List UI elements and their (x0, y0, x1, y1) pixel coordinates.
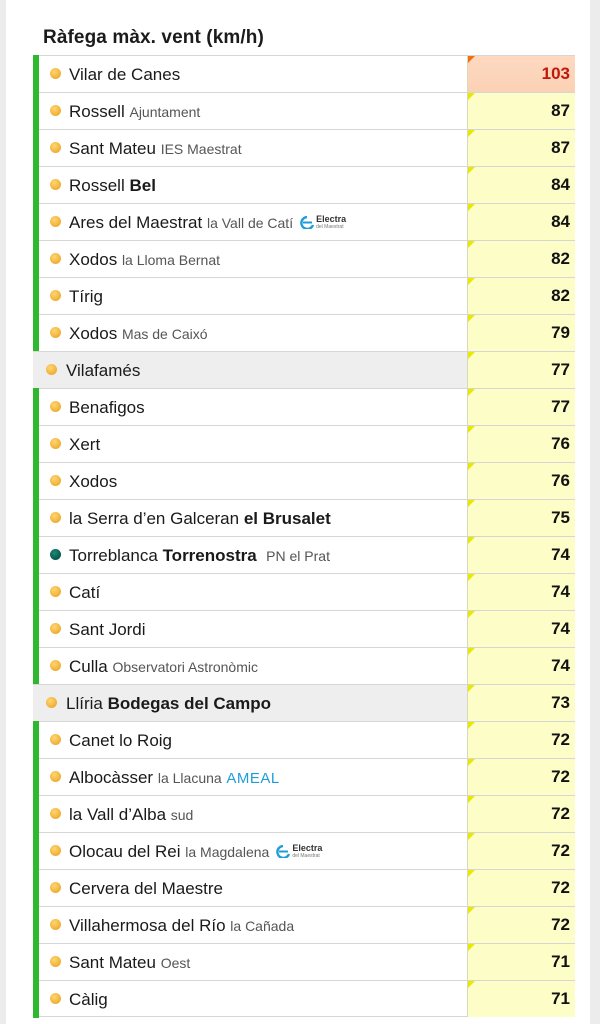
station-dot-icon (50, 253, 61, 264)
gust-value: 74 (551, 656, 570, 675)
status-bar (33, 277, 39, 315)
table-row[interactable] (33, 203, 575, 240)
corner-marker-icon (468, 944, 475, 951)
station-name[interactable]: Càlig (69, 990, 108, 1009)
value-cell (467, 944, 575, 980)
value-cell (467, 389, 575, 425)
value-cell (467, 463, 575, 499)
corner-marker-icon (468, 611, 475, 618)
station-subname: PN el Prat (266, 548, 330, 564)
station-dot-icon (50, 475, 61, 486)
gust-value: 76 (551, 434, 570, 453)
station-name[interactable]: Llíria Bodegas del Campo (66, 694, 272, 713)
table-row[interactable] (33, 906, 575, 943)
electra-logo: Electra del Maestrat (275, 832, 322, 869)
gust-value: 82 (551, 286, 570, 305)
gust-value: 79 (551, 323, 570, 342)
status-bar (33, 943, 39, 981)
station-subname: sud (170, 807, 194, 823)
gust-value: 74 (551, 545, 570, 564)
value-cell (467, 685, 575, 721)
station-dot-icon (50, 179, 61, 190)
left-frame-edge (0, 0, 6, 1024)
corner-marker-icon (468, 278, 475, 285)
status-bar (33, 758, 39, 796)
status-bar (33, 55, 39, 93)
gust-value: 87 (551, 138, 570, 157)
corner-marker-icon (468, 796, 475, 803)
table-row[interactable] (33, 610, 575, 647)
station-name[interactable]: Vilar de Canes (69, 65, 181, 84)
station-dot-icon (50, 623, 61, 634)
station-dot-icon (50, 660, 61, 671)
station-subname: Oest (160, 955, 191, 971)
status-bar (33, 203, 39, 241)
ameal-brand: AMEAL (226, 770, 280, 787)
table-row[interactable] (33, 425, 575, 462)
station-dot-icon (50, 956, 61, 967)
value-cell (467, 907, 575, 943)
corner-marker-icon (468, 463, 475, 470)
corner-marker-icon (468, 315, 475, 322)
corner-marker-icon (468, 167, 475, 174)
gust-value: 73 (551, 693, 570, 712)
status-bar (33, 610, 39, 648)
gust-value: 72 (551, 730, 570, 749)
status-bar (33, 980, 39, 1018)
station-name[interactable]: la Serra d’en Galceran el Brusalet (69, 509, 331, 528)
table-row[interactable] (33, 55, 575, 92)
station-dot-icon (50, 586, 61, 597)
status-bar (33, 166, 39, 204)
electra-logo-icon (275, 845, 291, 858)
station-dot-icon (46, 364, 57, 375)
value-cell (467, 167, 575, 203)
gust-value: 72 (551, 841, 570, 860)
station-name[interactable]: Ares del Maestrat la Vall de Catí Electra del Maestrat (69, 204, 346, 241)
station-name[interactable]: Xert (69, 435, 101, 454)
table-row[interactable] (33, 129, 575, 166)
station-dot-icon (50, 919, 61, 930)
gust-value: 72 (551, 878, 570, 897)
station-name[interactable]: Tírig (69, 287, 103, 306)
value-cell (467, 870, 575, 906)
value-cell (467, 981, 575, 1017)
station-dot-icon (50, 771, 61, 782)
ranking-table (33, 55, 575, 1017)
value-cell (467, 537, 575, 573)
corner-marker-icon (468, 648, 475, 655)
corner-marker-icon (468, 130, 475, 137)
station-name[interactable]: Rossell Ajuntament (69, 102, 201, 121)
station-name[interactable]: Villahermosa del Río la Cañada (69, 916, 295, 935)
gust-value: 72 (551, 804, 570, 823)
gust-value: 76 (551, 471, 570, 490)
station-dot-icon (50, 882, 61, 893)
table-row[interactable] (33, 499, 575, 536)
table-row[interactable] (33, 166, 575, 203)
status-bar (33, 129, 39, 167)
status-bar (33, 92, 39, 130)
corner-marker-icon (468, 93, 475, 100)
station-subname-bold: Bodegas del Campo (107, 694, 272, 713)
corner-marker-icon (468, 537, 475, 544)
status-bar (33, 240, 39, 278)
station-subname: la Vall de Catí (206, 215, 294, 231)
gust-value: 72 (551, 915, 570, 934)
table-row[interactable] (33, 943, 575, 980)
station-dot-icon (50, 549, 61, 560)
station-subname-bold: Torrenostra (162, 546, 257, 565)
corner-marker-icon (468, 389, 475, 396)
table-row[interactable] (33, 721, 575, 758)
corner-marker-icon (468, 870, 475, 877)
station-name[interactable]: la Vall d’Alba sud (69, 805, 194, 824)
table-row[interactable] (33, 388, 575, 425)
corner-marker-icon (468, 352, 475, 359)
station-dot-icon (50, 216, 61, 227)
value-cell (467, 130, 575, 166)
station-name[interactable]: Cervera del Maestre (69, 879, 224, 898)
value-cell (467, 204, 575, 240)
station-name[interactable]: Rossell Bel (69, 176, 156, 195)
station-name[interactable]: Sant Mateu Oest (69, 953, 191, 972)
corner-marker-icon (468, 685, 475, 692)
station-name[interactable]: Xodos (69, 472, 118, 491)
station-dot-icon (50, 327, 61, 338)
station-name[interactable]: Xodos la Lloma Bernat (69, 250, 220, 269)
gust-value: 72 (551, 767, 570, 786)
value-cell (467, 278, 575, 314)
gust-value: 82 (551, 249, 570, 268)
station-dot-icon (50, 993, 61, 1004)
gust-value: 77 (551, 397, 570, 416)
table-row[interactable] (33, 462, 575, 499)
table-row[interactable] (33, 92, 575, 129)
table-row[interactable] (33, 314, 575, 351)
status-bar (33, 573, 39, 611)
station-name[interactable]: Vilafamés (66, 361, 141, 380)
station-subname: Mas de Caixó (121, 326, 208, 342)
station-dot-icon (50, 401, 61, 412)
corner-marker-icon (468, 981, 475, 988)
station-name[interactable]: Sant Mateu IES Maestrat (69, 139, 242, 158)
value-cell (467, 241, 575, 277)
value-cell (467, 93, 575, 129)
station-name[interactable]: Sant Jordi (69, 620, 146, 639)
station-name[interactable]: Albocàsser la Llacuna AMEAL (69, 768, 280, 787)
gust-value: 84 (551, 175, 570, 194)
station-dot-icon (50, 808, 61, 819)
corner-marker-icon (468, 500, 475, 507)
station-dot-icon (50, 845, 61, 856)
value-cell (467, 759, 575, 795)
status-bar (33, 499, 39, 537)
station-dot-icon (50, 142, 61, 153)
station-dot-icon (50, 438, 61, 449)
page-title: Ràfega màx. vent (km/h) (43, 27, 264, 48)
status-bar (33, 869, 39, 907)
station-name[interactable]: Catí (69, 583, 101, 602)
value-cell (467, 796, 575, 832)
station-name[interactable]: Torreblanca Torrenostra PN el Prat (69, 546, 330, 565)
value-cell (467, 315, 575, 351)
status-bar (33, 721, 39, 759)
table-row[interactable] (33, 240, 575, 277)
station-name[interactable]: Culla Observatori Astronòmic (69, 657, 258, 676)
corner-marker-icon (468, 204, 475, 211)
station-subname: IES Maestrat (160, 141, 242, 157)
gust-value: 74 (551, 619, 570, 638)
station-dot-icon (50, 290, 61, 301)
station-dot-icon (50, 68, 61, 79)
station-subname-bold: Bel (129, 176, 156, 195)
gust-value: 71 (551, 952, 570, 971)
corner-marker-icon (468, 241, 475, 248)
gust-value: 71 (551, 989, 570, 1008)
station-subname-bold: el Brusalet (243, 509, 331, 528)
station-dot-icon (50, 512, 61, 523)
table-row[interactable] (33, 277, 575, 314)
value-cell (467, 500, 575, 536)
gust-value: 84 (551, 212, 570, 231)
corner-marker-icon (468, 574, 475, 581)
table-row[interactable] (33, 573, 575, 610)
station-dot-icon (50, 734, 61, 745)
corner-marker-icon (468, 722, 475, 729)
table-row[interactable] (33, 684, 575, 721)
corner-marker-icon (468, 426, 475, 433)
station-name[interactable]: Benafigos (69, 398, 145, 417)
table-row[interactable] (33, 980, 575, 1017)
value-cell (467, 722, 575, 758)
station-name[interactable]: Olocau del Rei la Magdalena Electra del Maestrat (69, 833, 322, 870)
status-bar (33, 536, 39, 574)
status-bar (33, 314, 39, 352)
value-cell (467, 574, 575, 610)
station-subname: Observatori Astronòmic (112, 659, 258, 675)
gust-value: 77 (551, 360, 570, 379)
status-bar (33, 425, 39, 463)
station-subname: Ajuntament (129, 104, 201, 120)
station-name[interactable]: Xodos Mas de Caixó (69, 324, 208, 343)
table-row[interactable] (33, 758, 575, 795)
status-bar (33, 906, 39, 944)
status-bar (33, 795, 39, 833)
gust-value: 87 (551, 101, 570, 120)
corner-marker-icon (468, 56, 475, 63)
table-row[interactable] (33, 832, 575, 869)
electra-logo: Electra del Maestrat (299, 203, 346, 240)
corner-marker-icon (468, 833, 475, 840)
table-row[interactable] (33, 647, 575, 684)
table-row[interactable] (33, 351, 575, 388)
value-cell (467, 426, 575, 462)
gust-value: 75 (551, 508, 570, 527)
table-row[interactable] (33, 795, 575, 832)
gust-value: 103 (541, 64, 570, 83)
station-subname: la Cañada (230, 918, 295, 934)
status-bar (33, 462, 39, 500)
station-subname: la Magdalena (185, 844, 270, 860)
status-bar (33, 388, 39, 426)
value-cell (467, 611, 575, 647)
value-cell (467, 833, 575, 869)
corner-marker-icon (468, 907, 475, 914)
station-name[interactable]: Canet lo Roig (69, 731, 173, 750)
station-dot-icon (46, 697, 57, 708)
value-cell (467, 56, 575, 92)
gust-value: 74 (551, 582, 570, 601)
corner-marker-icon (468, 759, 475, 766)
table-row[interactable] (33, 536, 575, 573)
table-row[interactable] (33, 869, 575, 906)
status-bar (33, 647, 39, 685)
station-dot-icon (50, 105, 61, 116)
station-subname: la Lloma Bernat (121, 252, 220, 268)
station-subname: la Llacuna (157, 770, 222, 786)
status-bar (33, 832, 39, 870)
electra-logo-icon (299, 216, 315, 229)
right-frame-edge (590, 0, 600, 1024)
value-cell (467, 648, 575, 684)
value-cell (467, 352, 575, 388)
